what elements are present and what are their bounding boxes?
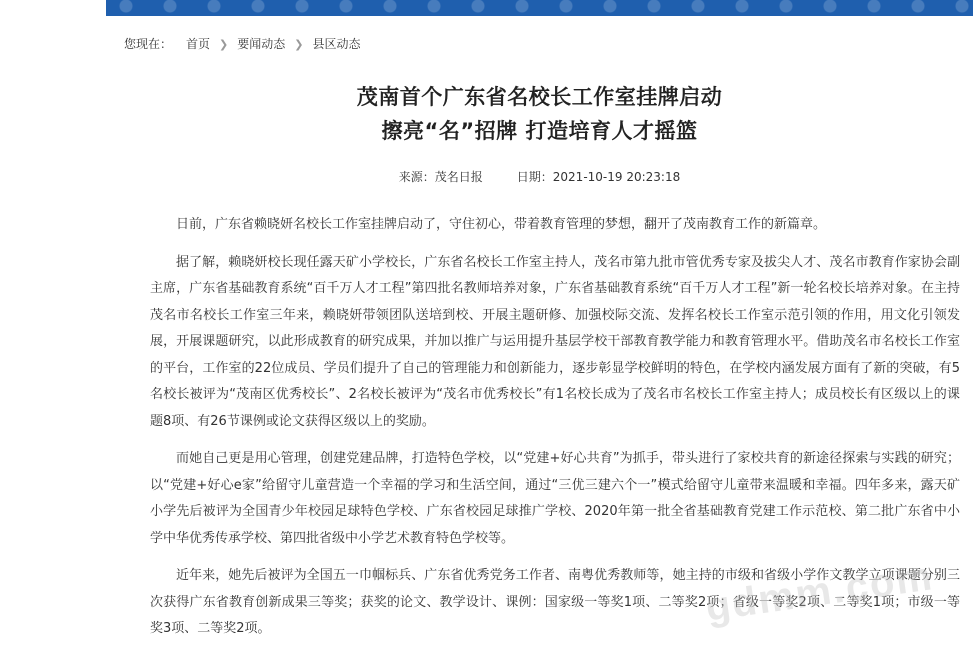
article-paragraph: 据了解，赖晓妍校长现任露天矿小学校长，广东省名校长工作室主持人，茂名市第九批市管优秀专家及拔尖人才、茂名市教育作家协会副主席，广东省基础教育系统“百千万人才工程”第四批名教师培养对象，广东省基础教育系统“百千万人才工程”新一轮名校长培养对象。在主持茂名市名校长工作室三年来，赖晓妍带领团队送培到校、开展主题研修、加强校际交流、发挥名校长工作室示范引领的作用，用文化引领发展，开展课题研究，以此形成教育的研究成果，并加以推广与运用提升基层学校干部教育教学能力和教育管理水平。借助茂名市名校长工作室的平台，工作室的22位成员、学员们提升了自己的管理能力和创新能力，逐步彰显学校鲜明的特色，在学校内涵发展方面有了新的突破，有5名校长被评为“茂南区优秀校长”、2名校长被评为“茂名市优秀校长”有1名校长成为了茂名市名校长工作室主持人；成员校长有区级以上的课题8项、有26节课例或论文获得区级以上的奖励。 xyxy=(150,254,960,429)
breadcrumb-prefix: 您现在： xyxy=(124,37,173,51)
article-paragraph: 而她自己更是用心管理，创建党建品牌，打造特色学校，以“党建+好心共育”为抓手，带头进行了家校共育的新途径探索与实践的研究；以“党建+好心e家”给留守儿童营造一个幸福的学习和生活空间，通过“三优三建六个一”模式给留守儿童带来温暖和幸福。四年多来，露天矿小学先后被评为全国青少年校园足球特色学校、广东省校园足球推广学校、2020年第一批全省基础教育党建工作示范校、第二批广东省中小学中华优秀传承学校、第四批省级中小学艺术教育特色学校等。 xyxy=(150,451,960,546)
article-source: 来源：茂名日报 xyxy=(398,170,483,184)
article-paragraph: 日前，广东省赖晓妍名校长工作室挂牌启动了，守住初心，带着教育管理的梦想，翻开了茂南教育工作的新篇章。 xyxy=(176,217,827,232)
breadcrumb-county-link[interactable]: 县区动态 xyxy=(312,37,361,51)
article-meta xyxy=(106,168,973,186)
breadcrumb-news-link[interactable]: 要闻动态 xyxy=(237,37,286,51)
article-title xyxy=(106,80,973,148)
watermark-logo: gdmm.com xyxy=(702,554,937,630)
article-title-line-1: 茂南首个广东省名校长工作室挂牌启动 xyxy=(356,85,723,109)
article-paragraph: 近年来，她先后被评为全国五一巾帼标兵、广东省优秀党务工作者、南粤优秀教师等，她主持的市级和省级小学作文教学立项课题分别三次获得广东省教育创新成果三等奖；获奖的论文、教学设计、课例：国家级一等奖1项、二等奖2项；省级一等奖2项、二等奖1项；市级一等奖3项、二等奖2项。 xyxy=(150,568,960,636)
article-title-line-2: 擦亮“名”招牌 打造培育人才摇篮 xyxy=(381,119,698,143)
breadcrumb-home-link[interactable]: 首页 xyxy=(186,37,211,51)
article-date: 日期：2021-10-19 20:23:18 xyxy=(516,170,681,184)
top-banner xyxy=(106,0,973,16)
breadcrumb xyxy=(124,35,361,53)
chevron-right-icon: ❯ xyxy=(294,38,304,51)
chevron-right-icon: ❯ xyxy=(219,38,229,51)
